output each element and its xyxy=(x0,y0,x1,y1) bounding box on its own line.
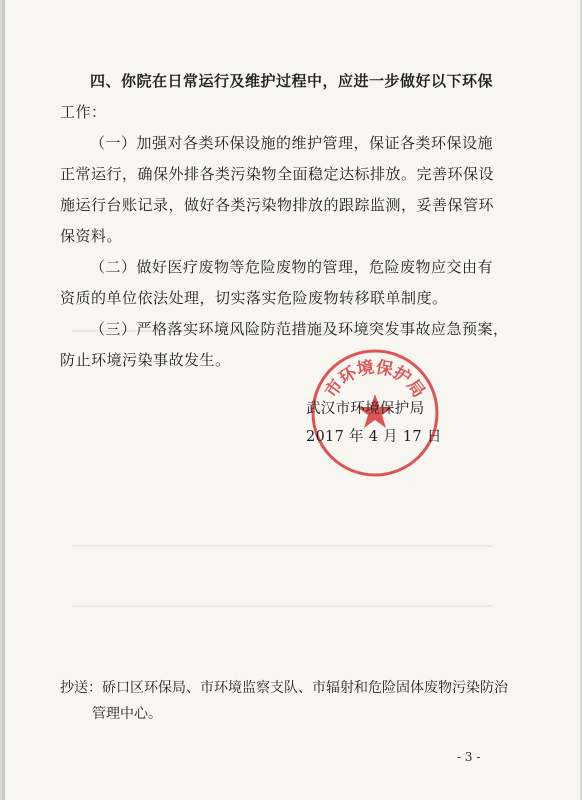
signature-org: 武汉市环境保护局 xyxy=(306,401,425,417)
section-heading-cont: 工作： xyxy=(60,103,107,121)
item-1-line: （一）加强对各类环保设施的维护管理，保证各类环保设施 xyxy=(90,134,494,152)
section-heading: 四、你院在日常运行及维护过程中，应进一步做好以下环保 xyxy=(90,72,494,90)
item-1-line: 施运行台账记录，做好各类污染物排放的跟踪监测，妥善保管环 xyxy=(60,196,495,214)
seal-text: 市环境保护局 xyxy=(321,357,429,402)
item-2-line: 资质的单位依法处理，切实落实危险废物转移联单制度。 xyxy=(60,289,448,307)
page-number: - 3 - xyxy=(457,750,481,764)
cc-line: 抄送：硚口区环保局、市环境监察支队、市辐射和危险固体废物污染防治 xyxy=(60,680,508,696)
item-1-line: 正常运行，确保外排各类污染物全面稳定达标排放。完善环保设 xyxy=(60,165,495,183)
signature-date: 2017 年 4 月 17 日 xyxy=(306,429,442,445)
item-3-line: 防止环境污染事故发生。 xyxy=(60,351,231,369)
document-page xyxy=(2,0,580,800)
cc-line: 管理中心。 xyxy=(92,706,162,722)
show-through-line xyxy=(72,545,492,547)
page-edge xyxy=(2,0,5,800)
show-through-line xyxy=(72,605,492,607)
item-2-line: （二）做好医疗废物等危险废物的管理，危险废物应交由有 xyxy=(90,258,494,276)
item-1-line: 保资料。 xyxy=(60,227,123,245)
section-four xyxy=(60,66,509,376)
cc-block xyxy=(60,675,520,727)
item-3-line: （三）严格落实环境风险防范措施及环境突发事故应急预案， xyxy=(90,320,509,338)
signature-block xyxy=(306,395,442,451)
